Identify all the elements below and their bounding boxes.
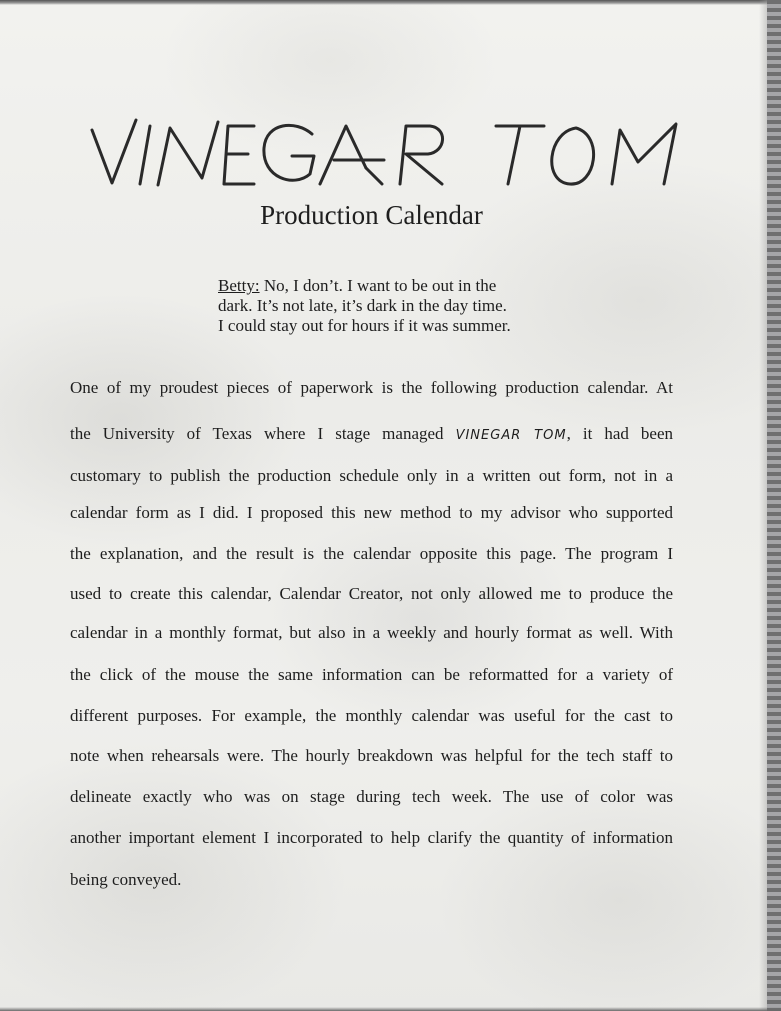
paragraph-line: calendar form as I did. I proposed this new method to my advisor who supported (70, 503, 673, 522)
paragraph-line: customary to publish the production schedule only in a written out form, not in a (70, 466, 673, 485)
quote-speaker: Betty: (218, 276, 260, 295)
binding-edge (767, 0, 781, 1011)
quote-line (218, 276, 558, 296)
quote-text: No, I don’t. I want to be out in the (263, 276, 497, 295)
paragraph-line: used to create this calendar, Calendar Creator, not only allowed me to produce the (70, 584, 673, 603)
paragraph-line (70, 422, 673, 446)
scan-top-edge (0, 0, 781, 5)
title-logo (84, 108, 684, 198)
quote-line: dark. It’s not late, it’s dark in the day time. (218, 296, 507, 315)
inline-play-title: VINEGAR TOM (455, 428, 567, 443)
line-text: , it had been (566, 424, 674, 443)
binding-shadow (759, 0, 767, 1011)
paragraph-line: the click of the mouse the same information can be reformatted for a variety of (70, 665, 673, 684)
quote-line: I could stay out for hours if it was summer. (218, 316, 511, 335)
paragraph-line: note when rehearsals were. The hourly breakdown was helpful for the tech staff to (70, 746, 673, 765)
paragraph-line: different purposes. For example, the monthly calendar was useful for the cast to (70, 706, 673, 725)
epigraph-quote (218, 276, 558, 336)
paragraph-line: One of my proudest pieces of paperwork is the following production calendar. At (70, 378, 673, 397)
paragraph-line: being conveyed. (70, 870, 182, 889)
page-subtitle: Production Calendar (260, 200, 483, 230)
paragraph-line: calendar in a monthly format, but also in a weekly and hourly format as well. With (70, 623, 673, 642)
line-text: the University of Texas where I stage managed (70, 424, 456, 443)
paragraph-line: delineate exactly who was on stage during tech week. The use of color was (70, 787, 673, 806)
paragraph-line: another important element I incorporated to help clarify the quantity of information (70, 828, 673, 847)
paragraph-line: the explanation, and the result is the calendar opposite this page. The program I (70, 544, 673, 563)
scan-bottom-edge (0, 1007, 781, 1011)
